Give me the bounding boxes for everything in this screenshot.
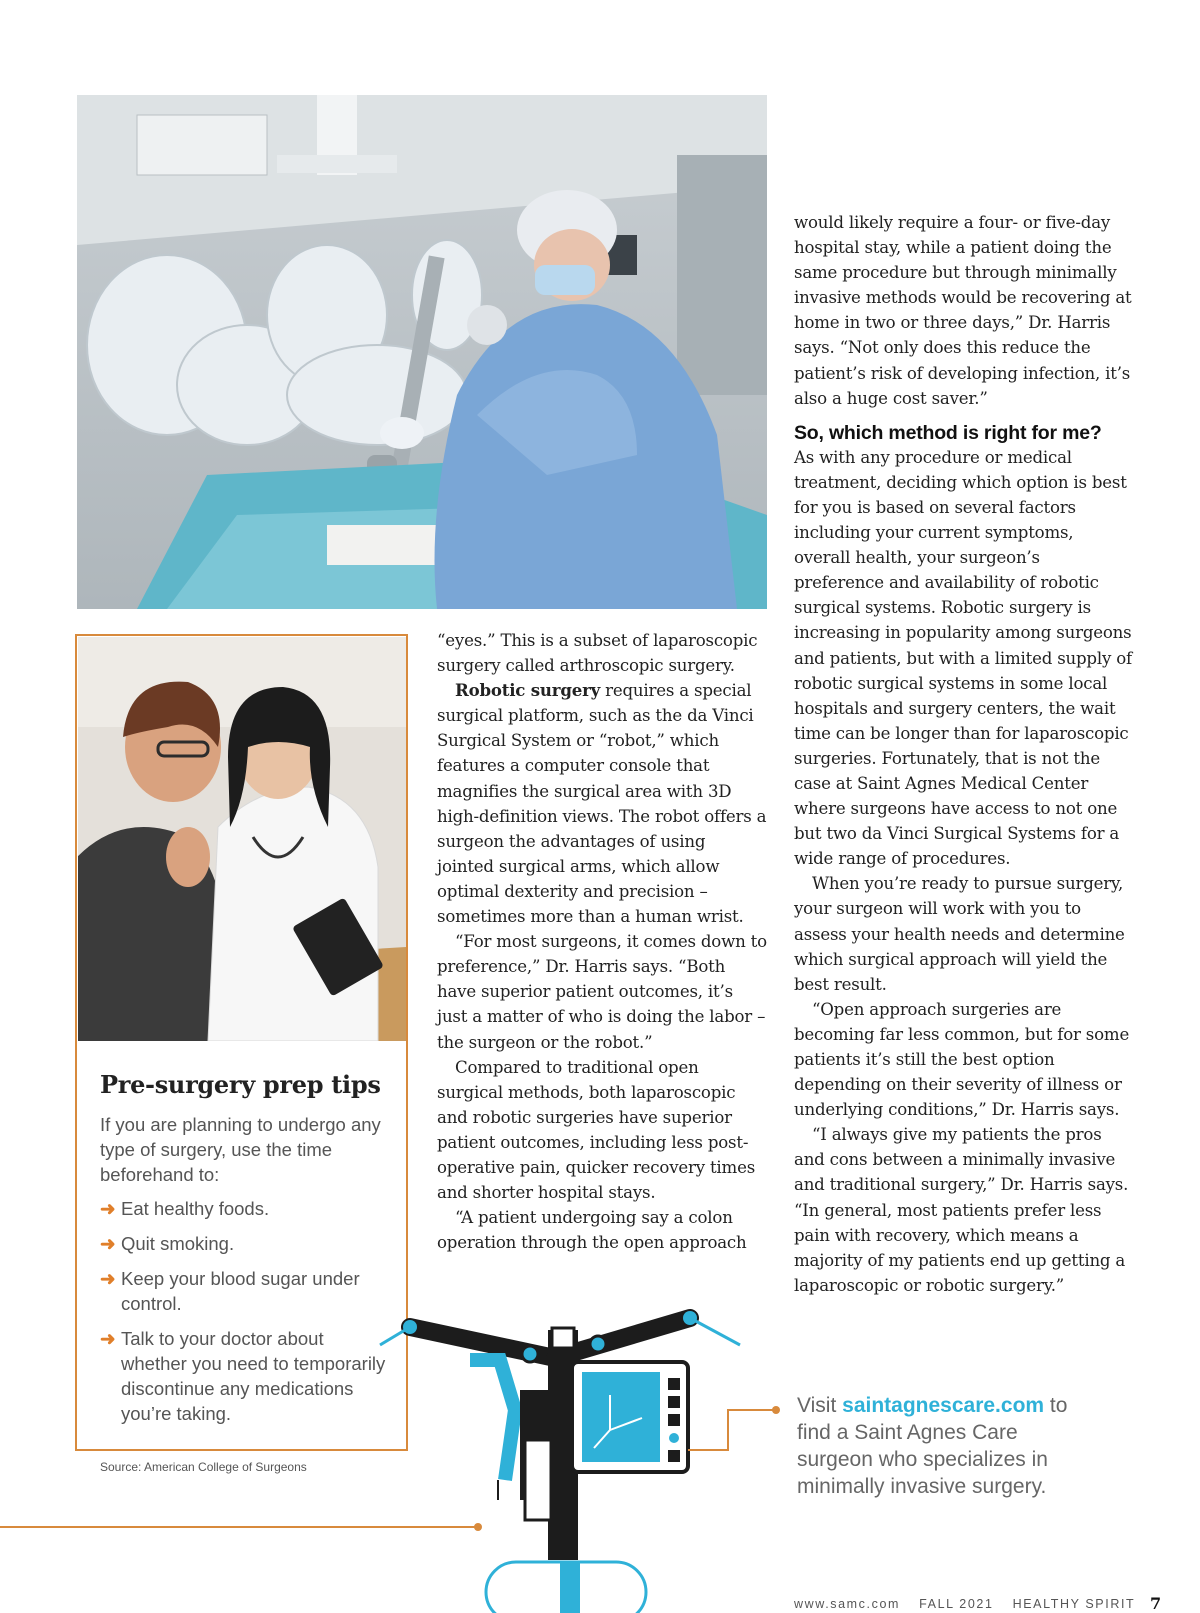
bold-term: Robotic surgery xyxy=(455,680,601,701)
paragraph: Robotic surgery requires a special surgical platform, such as the da Vinci Surgical System or “robot,” which features a computer console that magnifies the surgical area with 3D high-definition views. The robot offers a surgeon the advantages of using jointed surgical arms, which allow optimal dexterity and precision – sometimes more than a human wrist. xyxy=(437,680,767,927)
list-item: ➜ Talk to your doctor about whether you need to temporarily discontinue any medications you’re taking. xyxy=(100,1328,386,1424)
callout-text: Visit saintagnescare.com to find a Saint Agnes Care surgeon who specializes in minimally invasive surgery. xyxy=(797,1394,1068,1498)
article-column-3 xyxy=(794,210,1134,1298)
paragraph: As with any procedure or medical treatment, deciding which option is best for you is based on several factors including your current symptoms, overall health, your surgeon’s preference and availability of robotic surgical systems. Robotic surgery is increasing in popularity among surgeons and patients, but with a limited supply of robotic surgical systems in some local hospitals and surgery centers, the wait time can be longer than for laparoscopic surgeries. Fortunately, that is not the case at Saint Agnes Medical Center where surgeons have access to not one but two da Vinci Surgical Systems for a wide range of procedures. xyxy=(794,447,1132,869)
arrow-icon: ➜ xyxy=(100,1268,116,1289)
paragraph: When you’re ready to pursue surgery, your surgeon will work with you to assess your health needs and determine which surgical approach will yield the best result. xyxy=(794,874,1125,994)
arrow-icon: ➜ xyxy=(100,1198,116,1219)
sidebar-title: Pre-surgery prep tips xyxy=(100,1070,381,1099)
list-item: ➜ Eat healthy foods. xyxy=(100,1198,270,1219)
robot-illustration xyxy=(0,1300,800,1613)
sidebar-intro: If you are planning to undergo any type of surgery, use the time beforehand to: xyxy=(100,1114,381,1185)
arrow-icon: ➜ xyxy=(100,1328,116,1349)
section-heading: So, which method is right for me? xyxy=(794,421,1102,444)
page-number: 7 xyxy=(1150,1594,1162,1613)
footer-magazine: HEALTHY SPIRIT xyxy=(1012,1597,1136,1611)
paragraph: “For most surgeons, it comes down to preference,” Dr. Harris says. “Both have superior patient outcomes, it’s just a matter of who is doing the labor – the surgeon or the robot.” xyxy=(437,932,767,1052)
footer-issue: FALL 2021 xyxy=(919,1597,994,1611)
website-link[interactable]: saintagnescare.com xyxy=(842,1394,1045,1417)
article-column-2 xyxy=(437,628,767,1255)
paragraph: “A patient undergoing say a colon operation through the open approach xyxy=(437,1208,747,1253)
paragraph: Compared to traditional open surgical methods, both laparoscopic and robotic surgeries have superior patient outcomes, including less post-operative pain, quicker recovery times and shorter hospital stays. xyxy=(437,1057,756,1203)
paragraph: “I always give my patients the pros and cons between a minimally invasive and traditional surgery,” Dr. Harris says. “In general, most patients prefer less pain with recovery, which means a majority of my patients end up getting a laparoscopic or robotic surgery.” xyxy=(794,1125,1129,1295)
paragraph: “eyes.” This is a subset of laparoscopic surgery called arthroscopic surgery. xyxy=(437,631,758,676)
source-note: Source: American College of Surgeons xyxy=(100,1460,307,1474)
paragraph: “Open approach surgeries are becoming far less common, but for some patients it’s still the best option depending on their severity of illness or underlying conditions,” Dr. Harris says. xyxy=(794,999,1130,1120)
footer xyxy=(794,1597,1149,1611)
arrow-icon: ➜ xyxy=(100,1233,116,1254)
list-item: ➜ Keep your blood sugar under control. xyxy=(100,1268,360,1314)
doctor-consultation-photo xyxy=(78,637,406,1041)
list-item: ➜ Quit smoking. xyxy=(100,1233,235,1254)
paragraph: would likely require a four- or five-day hospital stay, while a patient doing the same procedure but through minimally invasive methods would be recovering at home in two or three days,” Dr. Harris says. “Not only does this reduce the patient’s risk of developing infection, it’s also a huge cost saver.” xyxy=(794,213,1132,408)
footer-site[interactable]: www.samc.com xyxy=(794,1597,901,1611)
robotic-surgery-photo xyxy=(77,95,767,609)
